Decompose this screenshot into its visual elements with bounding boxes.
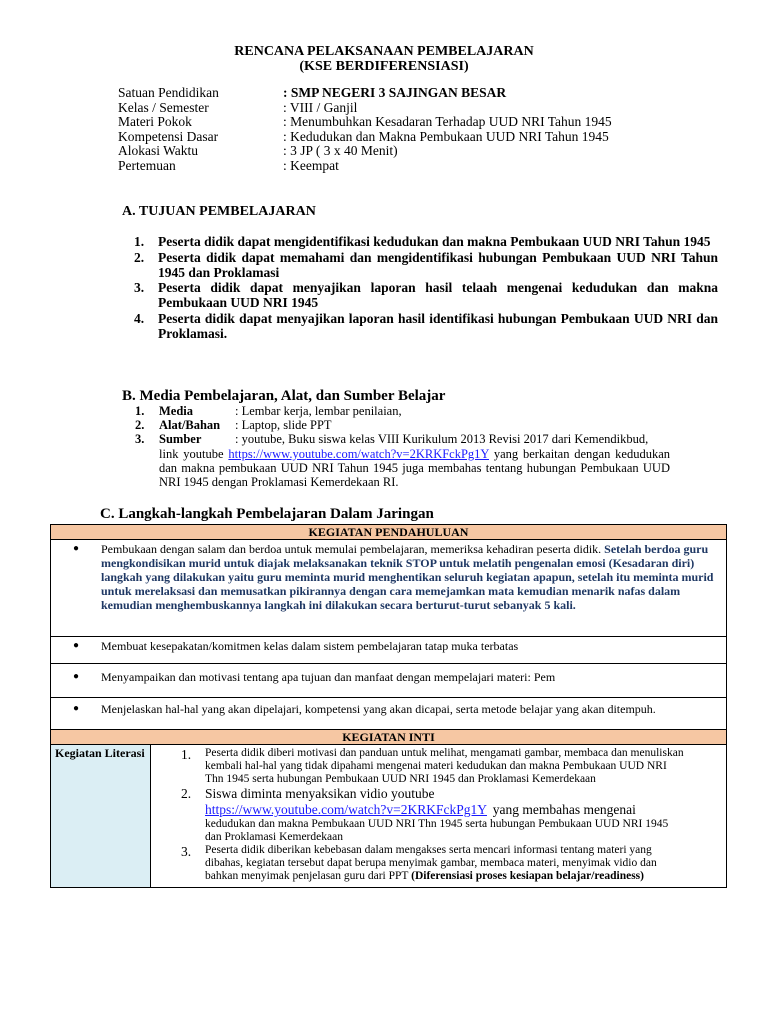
section-c-heading: C. Langkah-langkah Pembelajaran Dalam Jaringan <box>100 506 434 522</box>
list-item <box>134 250 718 280</box>
item-text: Peserta didik dapat memahami dan mengidentifikasi hubungan Pembukaan UUD NRI Tahun 1945 dan Proklamasi <box>158 249 718 280</box>
item-value: : youtube, Buku siswa kelas VIII Kurikulum 2013 Revisi 2017 dari Kemendikbud, <box>235 432 649 447</box>
info-label: Materi Pokok <box>118 114 192 130</box>
info-label: Pertemuan <box>118 157 176 173</box>
item-text: Peserta didik dapat mengidentifikasi kedudukan dan makna Pembukaan UUD NRI Tahun 1945 <box>158 234 711 249</box>
item-bold-suffix: (Diferensiasi proses kesiapan belajar/readiness) <box>411 870 644 882</box>
item-text: Peserta didik dapat menyajikan laporan hasil identifikasi hubungan Pembukaan UUD NRI dan Proklamasi. <box>158 310 718 341</box>
info-row <box>118 130 612 145</box>
item-text: Peserta didik diberikan kebebasan dalam mengakses serta mencari informasi tentang materi yang dibahas, kegiatan tersebut dapat berupa menyimak gambar, membaca materi, menyimak vidio dan bahkan menyimak penjelasan guru dari PPT <box>205 844 657 882</box>
item-value: : Lembar kerja, lembar penilaian, <box>235 404 402 418</box>
item-after-link: yang membahas mengenai <box>492 802 636 817</box>
table-row <box>51 698 727 730</box>
item-number: 2. <box>181 786 192 801</box>
info-row <box>118 86 612 101</box>
steps-table <box>50 524 727 888</box>
row-text: Menyampaikan dan motivasi tentang apa tujuan dan manfaat dengan mempelajari materi: Pem <box>101 670 556 684</box>
bullet-icon: ● <box>72 671 80 682</box>
list-item <box>134 234 718 249</box>
bullet-icon: ● <box>72 543 80 554</box>
list-item <box>134 311 718 341</box>
item-key: Media <box>159 404 194 418</box>
item-number: 2. <box>135 418 145 433</box>
info-label: Alokasi Waktu <box>118 143 199 159</box>
item-value: : Laptop, slide PPT <box>235 418 332 433</box>
info-label: Satuan Pendidikan <box>118 85 219 100</box>
list-item <box>135 404 670 418</box>
youtube-link[interactable]: https://www.youtube.com/watch?v=2KRKFckPg1Y <box>205 802 487 817</box>
source-prefix: link youtube <box>159 446 224 461</box>
section-a-heading: A. TUJUAN PEMBELAJARAN <box>122 204 316 219</box>
item-number: 3. <box>134 280 145 295</box>
info-value: : VIII / Ganjil <box>283 99 358 115</box>
info-label: Kelas / Semester <box>118 99 209 115</box>
item-key: Alat/Bahan <box>159 418 221 433</box>
info-row <box>118 115 612 130</box>
info-row <box>118 101 612 116</box>
table-row <box>51 664 727 698</box>
inti-header: KEGIATAN INTI <box>51 730 727 745</box>
info-value: : Kedudukan dan Makna Pembukaan UUD NRI Tahun 1945 <box>283 128 609 144</box>
doc-title: RENCANA PELAKSANAAN PEMBELAJARAN <box>234 44 534 59</box>
info-row <box>118 159 612 174</box>
row-highlight: Setelah berdoa guru mengkondisikan murid untuk diajak melaksanakan teknik STOP untuk melatih pengenalan emosi (Kesadaran diri) langkah yang dilakukan yaitu guru meminta murid menghentikan seluruh kegiatan apapun, setelah itu meminta murid untuk merelaksasi dan memusatkan pikirannya dengan cara memejamkan mata kemudian menarik nafas dalam kemudian menghembuskannya langkah ini dilakukan secara berturut-turut sebanyak 5 kali. <box>101 542 714 612</box>
info-row <box>118 144 612 159</box>
list-item <box>135 432 670 446</box>
item-number: 1. <box>134 234 145 249</box>
item-lead: Siswa diminta menyaksikan vidio youtube <box>205 786 435 801</box>
source-suffix: yang berkaitan dengan kedudukan dan makna pembukaan UUD NRI Tahun 1945 juga membahas tentang hubungan Pembukaan UUD NRI 1945 dengan Proklamasi Kemerdekaan RI. <box>159 446 671 490</box>
info-block <box>118 86 612 174</box>
item-number: 2. <box>134 249 145 265</box>
item-number: 1. <box>135 404 145 418</box>
item-key: Sumber <box>159 432 202 447</box>
list-item <box>181 844 686 883</box>
item-number: 1. <box>181 747 192 762</box>
info-value: : Keempat <box>283 157 339 173</box>
literasi-label: Kegiatan Literasi <box>51 745 151 888</box>
media-list <box>135 404 670 489</box>
row-text: Menjelaskan hal-hal yang akan dipelajari, kompetensi yang akan dicapai, serta metode belajar yang akan ditempuh. <box>101 702 656 716</box>
youtube-link[interactable]: https://www.youtube.com/watch?v=2KRKFckPg1Y <box>228 446 489 461</box>
row-text: Pembukaan dengan salam dan berdoa untuk memulai pembelajaran, memeriksa kehadiran peserta didik. <box>101 542 602 556</box>
list-item <box>135 418 670 432</box>
item-number: 3. <box>135 432 145 447</box>
info-value: : Menumbuhkan Kesadaran Terhadap UUD NRI Tahun 1945 <box>283 114 612 130</box>
item-number: 4. <box>134 310 145 326</box>
table-row <box>51 540 727 637</box>
info-label: Kompetensi Dasar <box>118 128 219 144</box>
bullet-icon: ● <box>72 640 80 651</box>
literasi-steps <box>151 745 727 888</box>
item-text: kedudukan dan makna Pembukaan UUD NRI Thn 1945 serta hubungan Pembukaan UUD NRI 1945 dan Proklamasi Kemerdekaan <box>205 818 669 843</box>
table-row <box>51 637 727 664</box>
doc-subtitle: (KSE BERDIFERENSIASI) <box>299 59 469 74</box>
item-text: Peserta didik dapat menyajikan laporan hasil telaah mengenai kedudukan dan makna Pembukaan UUD NRI 1945 <box>158 280 718 310</box>
section-b-heading: B. Media Pembelajaran, Alat, dan Sumber Belajar <box>122 388 446 404</box>
list-item <box>181 786 686 844</box>
bullet-icon: ● <box>72 703 80 714</box>
info-value: : 3 JP ( 3 x 40 Menit) <box>283 143 398 159</box>
source-continuation <box>135 447 670 490</box>
objectives-list <box>134 234 718 341</box>
list-item <box>181 747 686 786</box>
item-number: 3. <box>181 844 192 859</box>
item-text: Peserta didik diberi motivasi dan panduan untuk melihat, mengamati gambar, membaca dan menuliskan kembali hal-hal yang tidak dipahami mengenai materi kedudukan dan makna Pembukaan UUD NRI Thn 1945 serta hubungan Pembukaan UUD NRI 1945 dan Proklamasi Kemerdekaan <box>205 747 684 785</box>
pendahuluan-header: KEGIATAN PENDAHULUAN <box>51 525 727 540</box>
info-value: : SMP NEGERI 3 SAJINGAN BESAR <box>283 85 507 100</box>
row-text: Membuat kesepakatan/komitmen kelas dalam sistem pembelajaran tatap muka terbatas <box>101 639 519 653</box>
list-item <box>134 280 718 310</box>
